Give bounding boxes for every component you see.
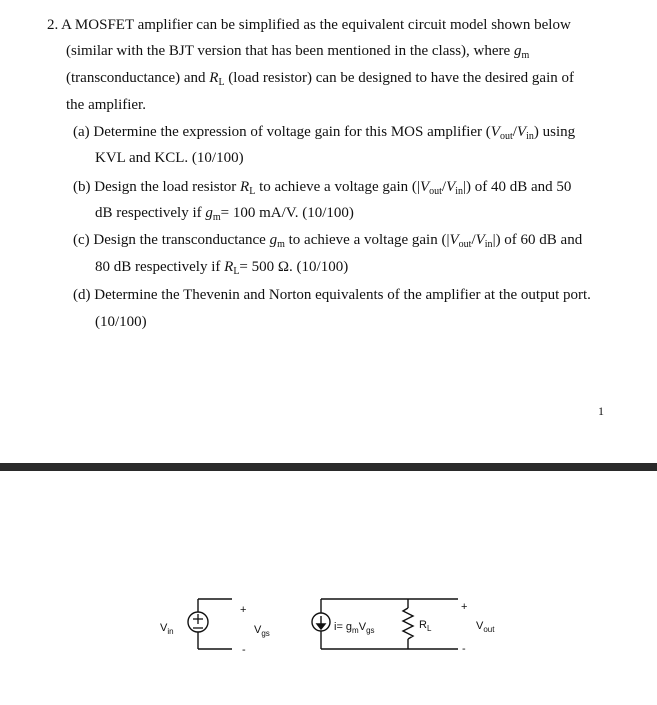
vin-label: $V_{in}$	[160, 622, 174, 636]
page-number: 1	[598, 404, 604, 418]
part-c-line-1: (c) Design the transconductance $g_m$ to achieve a voltage gain $(|V_{out}/V_{in}|)$ of 60 dB and	[73, 232, 583, 250]
vout-plus: +	[461, 601, 468, 613]
resistor-icon	[403, 608, 413, 639]
intro-line-1: 2. A MOSFET amplifier can be simplified as the equivalent circuit model shown below	[47, 17, 571, 33]
current-source-label: $i= g_mV_{gs}$	[334, 621, 375, 635]
part-a-line-1: (a) Determine the expression of voltage gain for this MOS amplifier $(V_{out}/V_{in})$ using	[73, 124, 576, 142]
vgs-minus: -	[242, 644, 246, 656]
intro-line-3: (transconductance) and $R_L$ (load resistor) can be designed to have the desired gain of	[66, 70, 575, 88]
vgs-label: $V_{gs}$	[254, 624, 270, 638]
circuit-diagram	[0, 471, 657, 700]
part-b-line-1: (b) Design the load resistor $R_L$ to achieve a voltage gain $(|V_{out}/V_{in}|)$ of 40 dB and 50	[73, 179, 572, 197]
page-divider	[0, 463, 657, 471]
intro-line-4: the amplifier.	[66, 97, 146, 113]
vout-minus: -	[462, 643, 466, 655]
part-b-line-2: dB respectively if $g_m= 100$ mA/V. (10/100)	[95, 205, 354, 223]
part-d-line-1: (d) Determine the Thevenin and Norton equivalents of the amplifier at the output port.	[73, 287, 591, 303]
part-c-line-2: 80 dB respectively if $R_L= 500$ Ω. (10/100)	[95, 259, 349, 277]
rl-label: $R_L$	[419, 619, 432, 633]
intro-line-2: (similar with the BJT version that has been mentioned in the class), where $g_m$	[66, 43, 530, 61]
circuit-svg	[0, 471, 657, 700]
vgs-plus: +	[240, 604, 247, 616]
part-a-line-2: KVL and KCL. (10/100)	[95, 150, 244, 166]
part-d-line-2: (10/100)	[95, 314, 147, 330]
vout-label: $V_{out}$	[476, 620, 495, 634]
arrow-head-icon	[317, 624, 325, 629]
